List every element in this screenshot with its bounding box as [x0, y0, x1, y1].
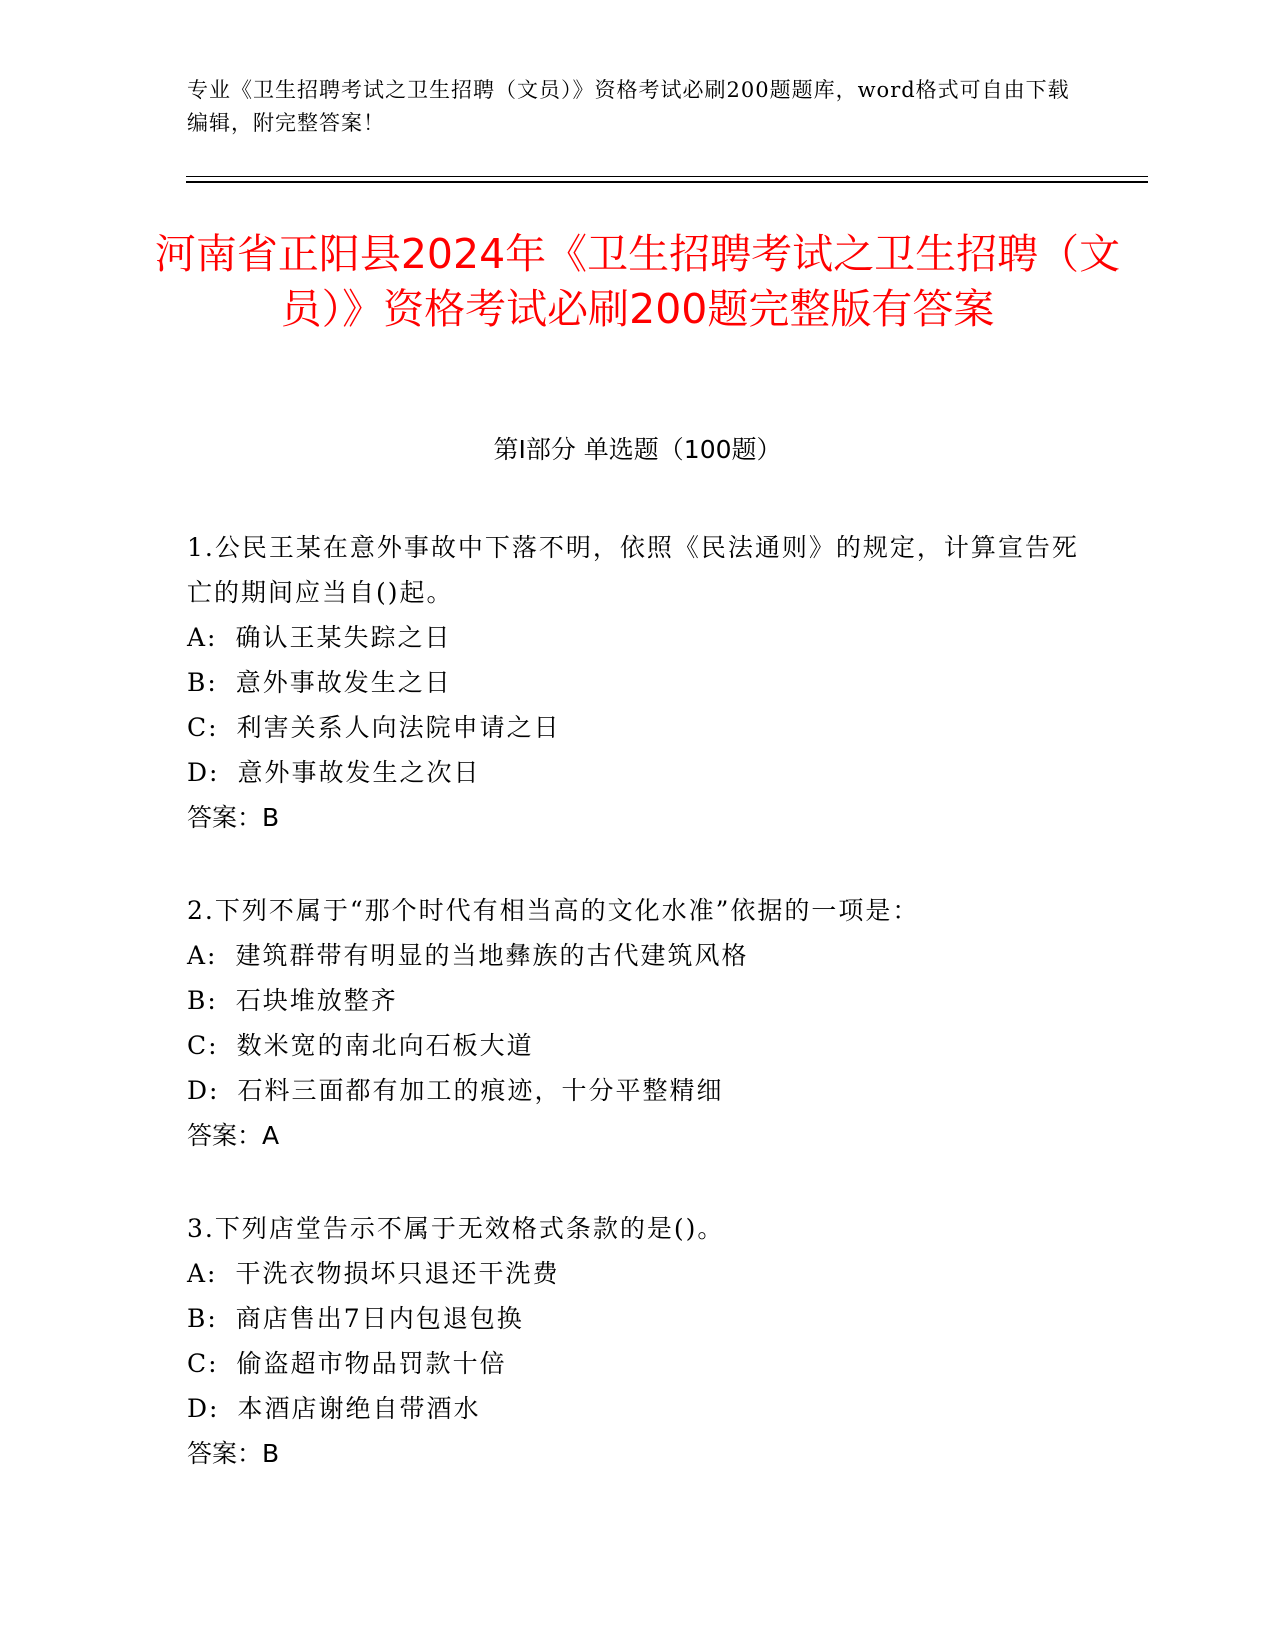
question-2 — [187, 888, 1087, 1158]
option-a — [187, 615, 1087, 660]
option-letter: C: — [187, 713, 219, 742]
option-text: 确认王某失踪之日 — [235, 623, 452, 652]
option-letter: D: — [187, 1076, 220, 1105]
option-text: 利害关系人向法院申请之日 — [236, 713, 561, 742]
question-list — [187, 525, 1087, 1524]
option-letter: B: — [187, 668, 218, 697]
option-text: 偷盗超市物品罚款十倍 — [236, 1349, 507, 1378]
option-letter: C: — [187, 1349, 219, 1378]
header-note: 专业《卫生招聘考试之卫生招聘（文员）》资格考试必刷200题题库，word格式可自由下载编辑，附完整答案！ — [187, 78, 1070, 135]
option-c — [187, 1023, 1087, 1068]
option-d — [187, 1068, 1087, 1113]
option-c — [187, 705, 1087, 750]
question-stem: 2.下列不属于“那个时代有相当高的文化水准”依据的一项是： — [187, 896, 920, 925]
question-1 — [187, 525, 1087, 840]
option-text: 商店售出7日内包退包换 — [235, 1304, 524, 1333]
answer: 答案：B — [187, 803, 280, 832]
option-letter: A: — [187, 1259, 218, 1288]
option-a — [187, 1251, 1087, 1296]
question-stem: 1.公民王某在意外事故中下落不明，依照《民法通则》的规定，计算宣告死亡的期间应当自()起。 — [187, 533, 1079, 607]
header-divider-thick — [186, 181, 1148, 183]
option-letter: D: — [187, 1394, 220, 1423]
question-stem: 3.下列店堂告示不属于无效格式条款的是()。 — [187, 1214, 725, 1243]
option-d — [187, 750, 1087, 795]
section-heading: 第Ⅰ部分 单选题（100题） — [493, 435, 782, 464]
option-text: 意外事故发生之次日 — [237, 758, 481, 787]
option-text: 本酒店谢绝自带酒水 — [237, 1394, 481, 1423]
option-letter: B: — [187, 1304, 218, 1333]
option-text: 石料三面都有加工的痕迹，十分平整精细 — [237, 1076, 724, 1105]
option-d — [187, 1386, 1087, 1431]
option-a — [187, 933, 1087, 978]
option-b — [187, 978, 1087, 1023]
option-c — [187, 1341, 1087, 1386]
option-letter: A: — [187, 623, 218, 652]
question-3 — [187, 1206, 1087, 1476]
option-text: 建筑群带有明显的当地彝族的古代建筑风格 — [235, 941, 749, 970]
option-letter: D: — [187, 758, 220, 787]
option-b — [187, 660, 1087, 705]
option-letter: B: — [187, 986, 218, 1015]
option-b — [187, 1296, 1087, 1341]
answer: 答案：A — [187, 1121, 280, 1150]
option-letter: A: — [187, 941, 218, 970]
option-text: 干洗衣物损坏只退还干洗费 — [235, 1259, 560, 1288]
answer: 答案：B — [187, 1439, 280, 1468]
option-letter: C: — [187, 1031, 219, 1060]
option-text: 意外事故发生之日 — [235, 668, 452, 697]
option-text: 数米宽的南北向石板大道 — [236, 1031, 534, 1060]
option-text: 石块堆放整齐 — [235, 986, 398, 1015]
document-title: 河南省正阳县2024年《卫生招聘考试之卫生招聘（文员）》资格考试必刷200题完整版有答案 — [154, 230, 1121, 333]
header-divider-thin — [186, 176, 1148, 177]
